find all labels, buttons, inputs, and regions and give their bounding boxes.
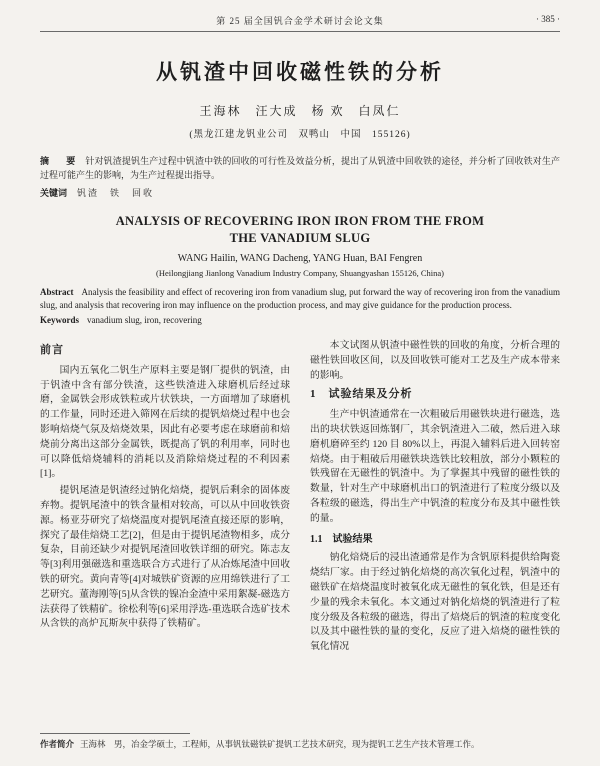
footer-divider: [40, 733, 190, 734]
body-columns: [40, 339, 560, 657]
page-header: [40, 14, 560, 32]
authors-cn: 王海林 汪大成 杨 欢 白凤仁: [199, 104, 401, 118]
page-number: · 385 ·: [536, 14, 560, 24]
journal-title: 第 25 届全国钒合金学术研讨会论文集: [216, 16, 384, 26]
abstract-en: [40, 286, 560, 312]
paper-title-en: [40, 213, 560, 247]
subsection-heading-1-1: 1.1 试验结果: [310, 533, 373, 545]
abstract-en-text: Analysis the feasibility and effect of recovering iron from vanadium slug, put forward the way of recovering iron from the vanadium slug, and analysis that recovering iron may influence on the production process, and may give guidance for the production process.: [40, 287, 560, 310]
section-heading-intro: 前言: [40, 344, 64, 356]
keywords-en-label: Keywords: [40, 315, 79, 325]
abstract-cn: [40, 154, 560, 182]
footer-label: 作者简介: [40, 739, 75, 749]
paper-title-en-line1: ANALYSIS OF RECOVERING IRON IRON FROM THE FROM: [115, 214, 485, 228]
paper-title: 从钒渣中回收磁性铁的分析: [156, 60, 444, 84]
right-paragraph-1: 生产中钒渣通常在一次粗破后用磁铁块进行磁选，选出的块状铁返回炼钢厂，其余钒渣进入二破，然后进入球磨机磨碎至约 120 目 80%以上，再混入辅料后进入回转窑焙烧。由于粗破后用磁铁块选铁比较粗放，部分小颗粒的铁残留在无磁性的钒渣中。为了掌握其中残留的磁性铁的数量，针对生产中球磨机出口的钒渣进行了粒度分级以及各粒级的磁选，得出生产中钒渣的粒度分布及其中磁性铁的量。: [310, 409, 560, 524]
authors-en: WANG Hailin, WANG Dacheng, YANG Huan, BAI Fengren: [177, 253, 423, 264]
keywords-en: [40, 315, 560, 325]
abstract-en-label: Abstract: [40, 287, 74, 297]
paper-title-en-line2: THE VANADIUM SLUG: [229, 231, 371, 245]
abstract-cn-label: 摘 要: [40, 156, 80, 166]
keywords-cn-label: 关键词: [40, 188, 68, 198]
left-paragraph-1: 国内五氧化二钒生产原料主要是钢厂提供的钒渣，由于钒渣中含有部分铁渣，这些铁渣进入球磨机后经过球磨，金属铁会形成铁粒或片状铁块，一方面增加了球磨机的工作量，同时还进入筛网在后续的提钒焙烧过程中也会影响焙烧气氛及焙烧效果，因此有必要考虑在球磨前和焙烧前分离出这部分金属铁，既提高了钒的利用率，同时也可以降低焙烧辅料的消耗以及消除焙烧过程的不利因素[1]。: [40, 364, 290, 480]
right-paragraph-2: 钠化焙烧后的浸出渣通常是作为含钒原料提供给陶瓷烧结厂家。由于经过钠化焙烧的高次氧化过程，钒渣中的磁铁矿在焙烧温度时被氧化成无磁性的氧化铁，但是还有少量的残余未氧化。本文通过对钠化焙烧的钒渣进行了粒度分级及各粒级的磁选，得出了焙烧后的钒渣的粒度变化以及其中磁性铁的量的变化，反应了进入焙烧的磁性铁的氧化情况: [310, 552, 560, 653]
affiliation-en: (Heilongjiang Jianlong Vanadium Industry Company, Shuangyashan 155126, China): [155, 268, 445, 278]
keywords-en-text: vanadium slug, iron, recovering: [87, 315, 202, 325]
affiliation-cn: (黑龙江建龙钒业公司 双鸭山 中国 155126): [189, 130, 411, 140]
right-intro-paragraph: 本文试图从钒渣中磁性铁的回收的角度，分析合理的磁性铁回收区间，以及回收铁可能对工艺及生产成本带来的影响。: [310, 340, 560, 381]
keywords-cn-text: 钒渣 铁 回收: [77, 188, 155, 198]
keywords-cn: [40, 186, 560, 199]
abstract-cn-text: 针对钒渣提钒生产过程中钒渣中铁的回收的可行性及效益分析，提出了从钒渣中回收铁的途径，并分析了回收铁对生产过程可能产生的影响，为生产过程提出指导。: [40, 156, 560, 180]
right-column: [310, 339, 560, 657]
section-heading-1: 1 试验结果及分析: [310, 388, 413, 401]
left-column: [40, 339, 290, 657]
footer-text: 王海林 男，冶金学硕士，工程师，从事钒钛磁铁矿提钒工艺技术研究，现为提钒工艺生产技术管理工作。: [80, 739, 480, 749]
author-bio-footer: [40, 733, 560, 750]
left-paragraph-2: 提钒尾渣是钒渣经过钠化焙烧，提钒后剩余的固体废弃物。提钒尾渣中的铁含量相对较高，可以从中回收铁资源。杨亚芬研究了焙烧温度对提钒尾渣直接还原的影响，探究了最佳焙烧工艺[2]，但是由于提钒尾渣物相多，成分复杂，目前还缺少对提钒尾渣回收铁详细的研究。陈志友等[3]利用强磁选和重选联合方式进行了从冶炼尾渣中回收铁的研究。黄向青等[4]对城铁矿资源的应用绵铁进行了工艺研究。董海刚等[5]从含铁的镍冶金渣中采用絮凝-磁选方法获得了铁精矿。徐松利等[6]采用浮选-重选联合选矿技术从含铁的高炉瓦斯灰中获得了铁精矿。: [40, 485, 290, 630]
